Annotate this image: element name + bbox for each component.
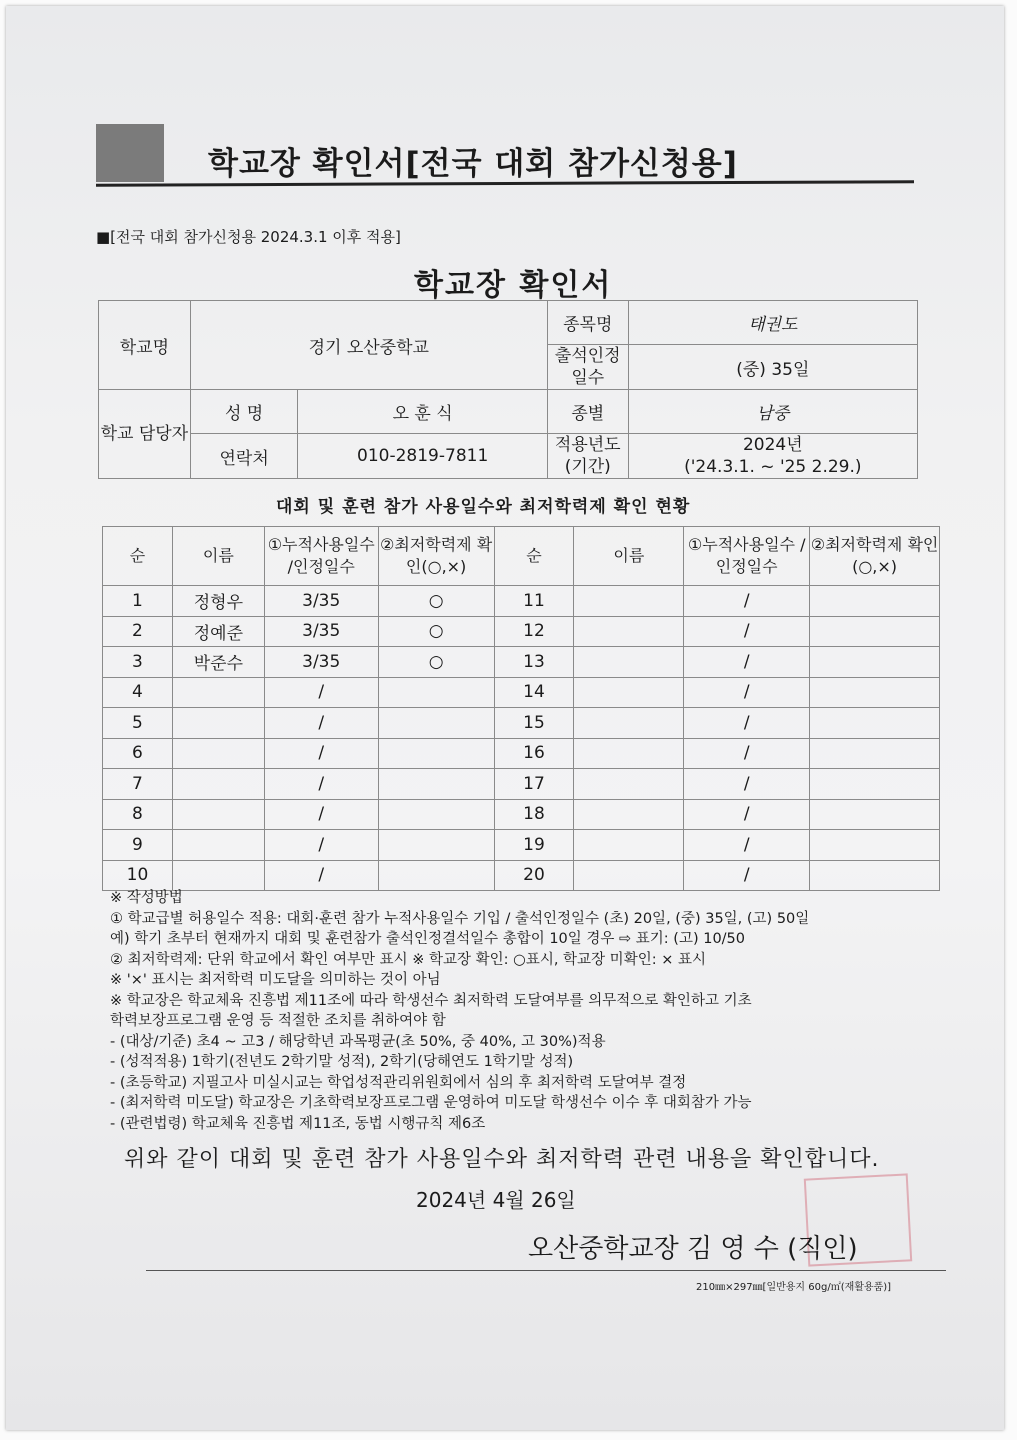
col-check-right: ②최저학력제 확인(○,×) [810,527,940,586]
row-days: / [684,647,810,678]
row-no: 5 [103,708,173,739]
row-name: 정예준 [172,616,264,647]
table-title: 대회 및 훈련 참가 사용일수와 최저학력제 확인 현황 [276,497,691,517]
row-days: / [264,738,378,769]
row-check [810,860,940,891]
col-days-right: ①누적사용일수 /인정일수 [684,527,810,586]
col-no-right: 순 [494,527,574,586]
row-days: / [264,799,378,830]
row-name [172,738,264,769]
row-name [172,677,264,708]
row-name [172,860,264,891]
category-label: 종별 [547,390,628,434]
row-name [574,860,684,891]
instruction-line: 학력보장프로그램 운영 등 적절한 조치를 취하여야 함 [110,1013,446,1029]
row-no: 13 [494,647,574,678]
row-check [810,799,940,830]
row-days: / [684,586,810,617]
participation-table [102,526,940,891]
instruction-line: - (관련법령) 학교체육 진흥법 제11조, 동법 시행규칙 제6조 [110,1115,486,1132]
row-no: 2 [103,616,173,647]
row-days: / [264,708,378,739]
row-name: 정형우 [172,586,264,617]
document-page [6,6,1004,1430]
bottom-rule [146,1270,946,1271]
main-title: 학교장 확인서 [414,268,613,303]
table-row [103,738,940,769]
instruction-line: ※ 학교장은 학교체육 진흥법 제11조에 따라 학생선수 최저학력 도달여부를 의무적으로 확인하고 기초 [110,992,752,1009]
row-check [810,769,940,800]
table-row [103,616,940,647]
instruction-line: ① 학교급별 허용일수 적용: 대회·훈련 참가 누적사용일수 기입 / 출석인정일수 (초) 20일, (중) 35일, (고) 50일 [110,910,810,927]
row-check [378,677,494,708]
category-value: 남중 [628,390,917,434]
row-days: / [684,860,810,891]
table-row [103,769,940,800]
row-no: 15 [494,708,574,739]
row-no: 11 [494,586,574,617]
table-row [103,647,940,678]
row-days: / [684,830,810,861]
row-name [574,586,684,617]
year-period: ('24.3.1. ~ '25 2.29.) [684,457,862,477]
row-no: 9 [103,830,173,861]
row-name [172,769,264,800]
year-value: 2024년 [742,435,803,455]
header-gray-block [96,124,164,182]
row-name [574,708,684,739]
row-no: 1 [103,586,173,617]
manager-label: 학교 담당자 [99,390,191,479]
row-no: 10 [103,860,173,891]
instruction-line: ② 최저학력제: 단위 학교에서 확인 여부만 표시 ※ 학교장 확인: ○표시, 학교장 미확인: × 표시 [110,951,706,968]
row-no: 19 [494,830,574,861]
principal-signature: 오산중학교장 김 영 수 (직인) [528,1234,858,1264]
row-name [574,738,684,769]
row-name [574,769,684,800]
row-check [378,860,494,891]
school-label: 학교명 [99,301,191,390]
row-days: 3/35 [264,647,378,678]
application-notice: ■[전국 대회 참가신청용 2024.3.1 이후 적용] [96,228,401,246]
contact-label: 연락처 [190,434,298,479]
instruction-line: - (초등학교) 지필고사 미실시교는 학업성적관리위원회에서 심의 후 최저학력 도달여부 결정 [110,1074,687,1091]
row-no: 3 [103,647,173,678]
row-days: 3/35 [264,586,378,617]
row-check [378,708,494,739]
row-no: 16 [494,738,574,769]
table-row [103,860,940,891]
table-row [103,677,940,708]
table-row [103,586,940,617]
row-check [810,677,940,708]
col-name-right: 이름 [574,527,684,586]
row-name [172,799,264,830]
paper-spec: 210㎜×297㎜[일반용지 60g/㎡(재활용품)] [696,1282,892,1293]
school-info-table [98,300,918,479]
row-name [574,830,684,861]
row-name [574,799,684,830]
row-check [810,616,940,647]
row-check [378,830,494,861]
instruction-line: ※ '×' 표시는 최저학력 미도달을 의미하는 것이 아님 [110,972,441,988]
row-name [574,616,684,647]
col-check-left: ②최저학력제 확인(○,×) [378,527,494,586]
row-no: 12 [494,616,574,647]
row-days: / [264,769,378,800]
row-check [378,769,494,800]
instruction-line: - (최저학력 미도달) 학교장은 기초학력보장프로그램 운영하여 미도달 학생선수 이수 후 대회참가 가능 [110,1095,752,1111]
row-no: 4 [103,677,173,708]
row-no: 17 [494,769,574,800]
year-cell [628,434,917,479]
row-check [810,708,940,739]
row-no: 6 [103,738,173,769]
row-days: / [684,708,810,739]
row-name [172,708,264,739]
instruction-line: - (대상/기준) 초4 ~ 고3 / 해당학년 과목평균(초 50%, 중 40%, 고 30%)적용 [110,1033,606,1050]
row-days: / [264,830,378,861]
row-no: 18 [494,799,574,830]
sport-value: 태권도 [628,301,917,345]
row-check [378,738,494,769]
row-days: 3/35 [264,616,378,647]
row-check [810,830,940,861]
row-check [378,799,494,830]
table-row [103,799,940,830]
instruction-line: ※ 작성방법 [110,890,183,906]
school-value: 경기 오산중학교 [190,301,547,390]
instruction-line: - (성적적용) 1학기(전년도 2학기말 성적), 2학기(당해연도 1학기말 성적) [110,1054,574,1070]
year-label: 적용년도 (기간) [547,434,628,479]
attendance-label: 출석인정 일수 [547,345,628,390]
writing-instructions [110,888,960,1134]
table-row [103,708,940,739]
row-days: / [264,677,378,708]
attendance-value: (중) 35일 [628,345,917,390]
row-days: / [684,799,810,830]
instruction-line: 예) 학기 초부터 현재까지 대회 및 훈련참가 출석인정결석일수 총합이 10일 경우 ⇨ 표기: (고) 10/50 [110,931,746,947]
row-days: / [684,616,810,647]
col-days-left: ①누적사용일수 /인정일수 [264,527,378,586]
col-no-left: 순 [103,527,173,586]
table-row [103,830,940,861]
row-days: / [684,738,810,769]
row-check [810,738,940,769]
issue-date: 2024년 4월 26일 [416,1188,576,1212]
row-check: ○ [378,647,494,678]
row-check: ○ [378,616,494,647]
row-check [810,647,940,678]
row-days: / [264,860,378,891]
contact-value: 010-2819-7811 [298,434,547,479]
name-value: 오 훈 식 [298,390,547,434]
document-header-title: 학교장 확인서[전국 대회 참가신청용] [208,146,738,182]
row-no: 20 [494,860,574,891]
sport-label: 종목명 [547,301,628,345]
row-check [810,586,940,617]
row-no: 8 [103,799,173,830]
row-check: ○ [378,586,494,617]
row-name [172,830,264,861]
row-name [574,677,684,708]
row-days: / [684,677,810,708]
row-days: / [684,769,810,800]
row-no: 7 [103,769,173,800]
confirmation-statement: 위와 같이 대회 및 훈련 참가 사용일수와 최저학력 관련 내용을 확인합니다. [124,1147,880,1172]
row-name [574,647,684,678]
row-no: 14 [494,677,574,708]
row-name: 박준수 [172,647,264,678]
name-label: 성 명 [190,390,298,434]
col-name-left: 이름 [172,527,264,586]
